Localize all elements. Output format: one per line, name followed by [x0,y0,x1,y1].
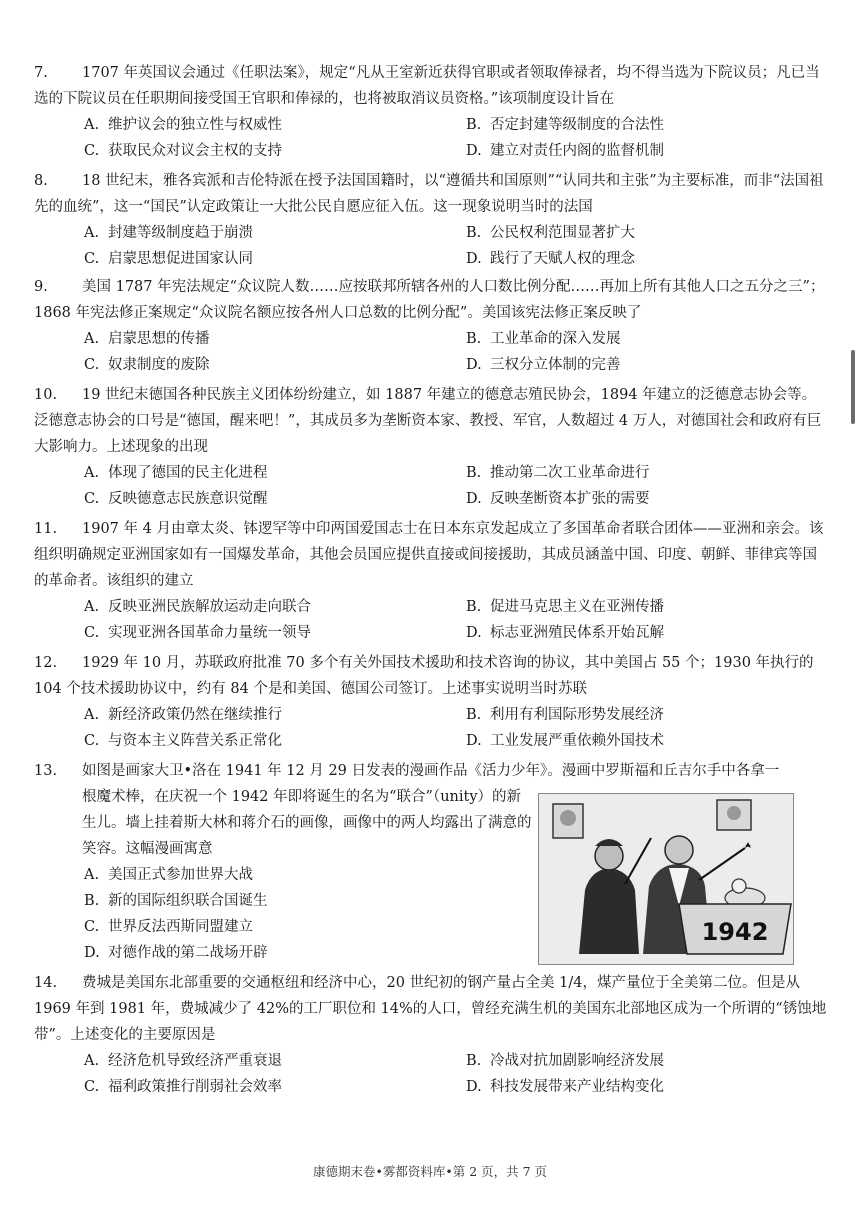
options [34,460,830,512]
options [34,220,830,272]
question-number: 14. [34,975,58,991]
option-c: C. 启蒙思想促进国家认同 [84,251,253,267]
option-d: D. 三权分立体制的完善 [466,357,621,373]
question-9 [34,274,830,378]
option-a: A. 体现了德国的民主化进程 [84,465,268,481]
question-13 [34,758,830,784]
option-d: D. 建立对责任内阁的监督机制 [466,143,664,159]
option-c: C. 世界反法西斯同盟建立 [84,919,253,935]
options [34,702,830,754]
option-b: B. 促进马克思主义在亚洲传播 [466,599,664,615]
option-d: D. 标志亚洲殖民体系开始瓦解 [466,625,664,641]
option-a: A. 美国正式参加世界大战 [84,867,253,883]
option-a: A. 启蒙思想的传播 [84,331,210,347]
question-12 [34,650,830,754]
options [34,594,830,646]
question-number: 13. [34,763,58,779]
options [82,862,532,966]
option-a: A. 新经济政策仍然在继续推行 [84,707,282,723]
option-c: C. 福利政策推行削弱社会效率 [84,1079,282,1095]
question-number: 12. [34,655,58,671]
question-8 [34,168,830,272]
options [34,326,830,378]
question-number: 9. [34,279,48,295]
option-b: B. 新的国际组织联合国诞生 [84,893,268,909]
question-number: 7. [34,65,48,81]
option-d: D. 工业发展严重依赖外国技术 [466,733,664,749]
options [34,1048,830,1100]
question-stem: 根魔术棒，在庆祝一个 1942 年即将诞生的名为“联合”（unity）的新生儿。墙上挂着斯大林和蒋介石的画像，画像中的两人均露出了满意的笑容。这幅漫画寓意 [82,789,532,857]
option-d: D. 对德作战的第二战场开辟 [84,945,268,961]
option-a: A. 封建等级制度趋于崩溃 [84,225,253,241]
cartoon-drawing [539,794,793,964]
question-13-body [82,784,532,966]
question-number: 10. [34,387,58,403]
option-c: C. 与资本主义阵营关系正常化 [84,733,282,749]
question-14 [34,970,830,1100]
option-b: B. 利用有利国际形势发展经济 [466,707,664,723]
option-c: C. 奴隶制度的废除 [84,357,210,373]
options [34,112,830,164]
option-b: B. 冷战对抗加剧影响经济发展 [466,1053,664,1069]
option-a: A. 维护议会的独立性与权威性 [84,117,282,133]
option-d: D. 践行了天赋人权的理念 [466,251,635,267]
option-b: B. 工业革命的深入发展 [466,331,621,347]
question-stem: 1707 年英国议会通过《任职法案》，规定“凡从王室新近获得官职或者领取俸禄者，均不得当选为下院议员；凡已当选的下院议员在任职期间接受国王官职和俸禄的，也将被取消议员资格。”该项制度设计旨在 [34,65,820,107]
option-c: C. 反映德意志民族意识觉醒 [84,491,268,507]
portrait-face-left [560,810,576,826]
question-10 [34,382,830,512]
option-c: C. 获取民众对议会主权的支持 [84,143,282,159]
figure-left-head [595,842,623,870]
scrollbar-thumb[interactable] [851,350,855,424]
option-b: B. 否定封建等级制度的合法性 [466,117,664,133]
option-a: A. 反映亚洲民族解放运动走向联合 [84,599,311,615]
page-footer: 康德期末卷•雾都资料库•第 2 页，共 7 页 [312,1164,548,1179]
option-d: D. 科技发展带来产业结构变化 [466,1079,664,1095]
portrait-face-right [727,806,741,820]
option-c: C. 实现亚洲各国革命力量统一领导 [84,625,311,641]
question-stem: 美国 1787 年宪法规定“众议院人数……应按联邦所辖各州的人口数比例分配……再加上所有其他人口之五分之三”；1868 年宪法修正案规定“众议院名额应按各州人口总数的比例分配”。美国该宪法修正案反映了 [34,279,825,321]
option-b: B. 推动第二次工业革命进行 [466,465,650,481]
question-number: 11. [34,521,58,537]
question-stem: 19 世纪末德国各种民族主义团体纷纷建立，如 1887 年建立的德意志殖民协会，1894 年建立的泛德意志协会等。泛德意志协会的口号是“德国，醒来吧！”，其成员多为垄断资本家、教授、军官，人数超过 4 万人，对德国社会和政府有巨大影响力。上述现象的出现 [34,387,822,455]
question-11 [34,516,830,646]
option-d: D. 反映垄断资本扩张的需要 [466,491,650,507]
cartoon-illustration [538,793,794,965]
question-stem: 1929 年 10 月，苏联政府批准 70 多个有关外国技术援助和技术咨询的协议，其中美国占 55 个；1930 年执行的 104 个技术援助协议中，约有 84 个是和美国、德国公司签订。上述事实说明当时苏联 [34,655,814,697]
question-stem: 如图是画家大卫•洛在 1941 年 12 月 29 日发表的漫画作品《活力少年》。漫画中罗斯福和丘吉尔手中各拿一 [82,763,780,779]
option-a: A. 经济危机导致经济严重衰退 [84,1053,282,1069]
question-stem: 1907 年 4 月由章太炎、钵逻罕等中印两国爱国志士在日本东京发起成立了多国革命者联合团体——亚洲和亲会。该组织明确规定亚洲国家如有一国爆发革命，其他会员国应提供直接或间接援助，其成员涵盖中国、印度、朝鲜、菲律宾等国的革命者。该组织的建立 [34,521,824,589]
option-b: B. 公民权利范围显著扩大 [466,225,635,241]
question-number: 8. [34,173,48,189]
question-7 [34,60,830,164]
cartoon-year: 1942 [701,918,769,946]
question-stem: 费城是美国东北部重要的交通枢纽和经济中心，20 世纪初的钢产量占全美 1/4，煤产量位于全美第二位。但是从 1969 年到 1981 年，费城减少了 42%的工厂职位和 14%的人口，曾经充满生机的美国东北部地区成为一个所谓的“锈蚀地带”。上述变化的主要原因是 [34,975,827,1043]
question-stem: 18 世纪末，雅各宾派和吉伦特派在授予法国国籍时，以“遵循共和国原则”“认同共和主张”为主要标准，而非“法国祖先的血统”，这一“国民”认定政策让一大批公民自愿应征入伍。这一现象说明当时的法国 [34,173,824,215]
figure-right-head [665,836,693,864]
